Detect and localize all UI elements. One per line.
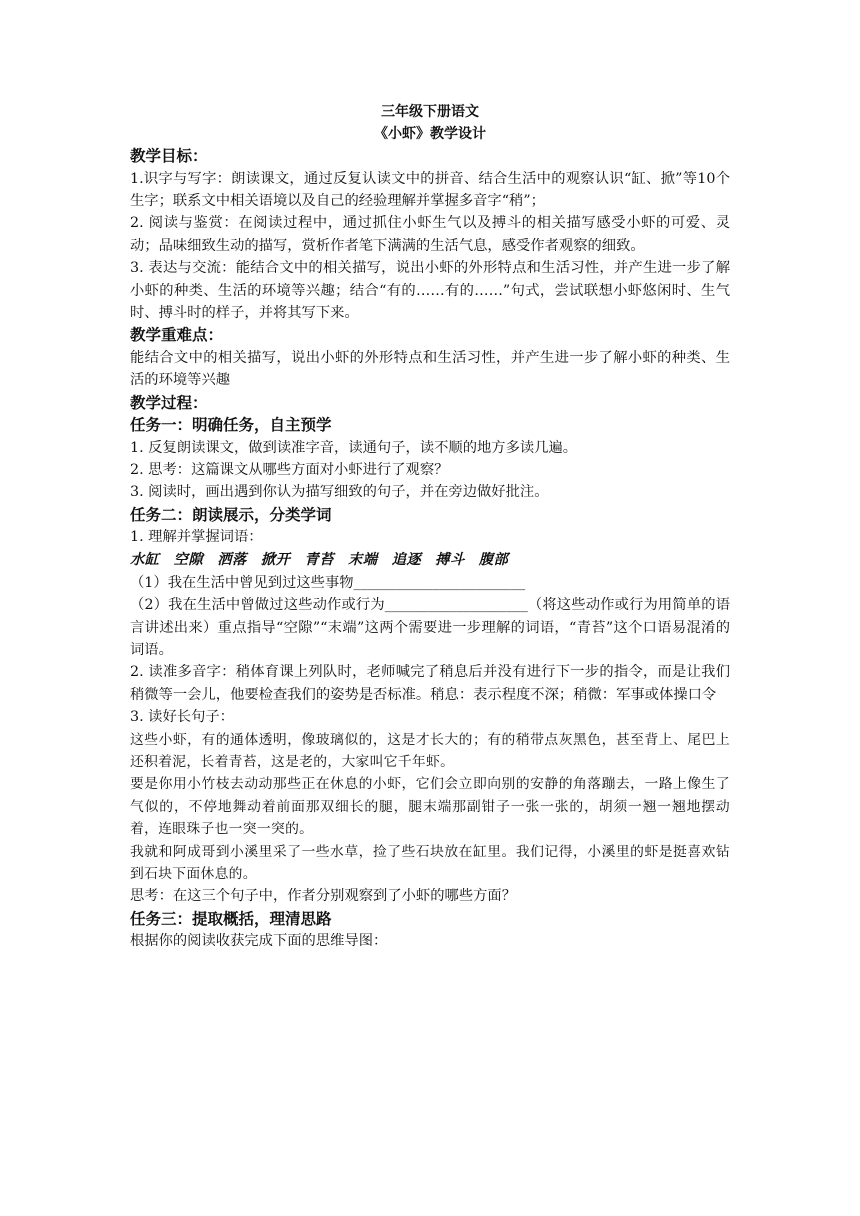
key-points-text: 能结合文中的相关描写，说出小虾的外形特点和生活习性，并产生进一步了解小虾的种类、生活的环境等兴趣 <box>130 349 730 389</box>
task1-heading: 任务一：明确任务，自主预学 <box>130 415 332 435</box>
think-question: 思考：在这三个句子中，作者分别观察到了小虾的哪些方面？ <box>130 888 517 905</box>
process-heading: 教学过程： <box>130 392 208 412</box>
vocab-word: 追逐 <box>391 551 422 568</box>
vocab-list <box>130 549 730 572</box>
task2-sub1: 1. 理解并掌握词语： <box>130 529 263 546</box>
task3-text: 根据你的阅读收获完成下面的思维导图： <box>130 933 388 950</box>
vocab-word: 空隙 <box>173 551 204 568</box>
lesson-title: 《小虾》教学设计 <box>374 126 486 142</box>
vocab-word: 搏斗 <box>435 551 465 568</box>
task2-heading: 任务二：朗读展示，分类学词 <box>130 504 332 524</box>
vocab-question-1: （1）我在生活中曾见到过这些事物________________________ <box>130 574 526 591</box>
vocab-word: 洒落 <box>217 551 247 568</box>
vocab-word: 掀开 <box>260 551 291 568</box>
task1-item-1: 1. 反复朗读课文，做到读准字音，读通句子，读不顺的地方多读几遍。 <box>130 439 578 456</box>
goal-item-3: 3. 表达与交流：能结合文中的相关描写，说出小虾的外形特点和生活习性，并产生进一步了解小虾的种类、生活的环境等兴趣；结合“有的……有的……”句式，尝试联想小虾悠闲时、生气时、搏斗时的样子，并将其写下来。 <box>130 260 730 321</box>
goal-item-1: 1.识字与写字：朗读课文，通过反复认读文中的拼音、结合生活中的观察认识“缸、掀”等10个生字；联系文中相关语境以及自己的经验理解并掌握多音字“稍”； <box>130 170 730 209</box>
vocab-word: 末端 <box>347 551 378 568</box>
goal-item-2: 2. 阅读与鉴赏：在阅读过程中，通过抓住小虾生气以及搏斗的相关描写感受小虾的可爱、灵动；品味细致生动的描写，赏析作者笔下满满的生活气息，感受作者观察的细致。 <box>130 215 730 254</box>
key-points-heading: 教学重难点： <box>130 325 224 345</box>
task1-item-2: 2. 思考：这篇课文从哪些方面对小虾进行了观察？ <box>130 462 449 479</box>
goals-heading: 教学目标： <box>130 146 208 165</box>
document-page <box>130 101 730 953</box>
long-sentence-1: 这些小虾，有的通体透明，像玻璃似的，这是才长大的；有的稍带点灰黑色，甚至背上、尾巴上还积着泥，长着青苔，这是老的，大家叫它千年虾。 <box>130 731 730 771</box>
grade-subject-title: 三年级下册语文 <box>381 104 479 120</box>
long-sentence-2: 要是你用小竹枝去动动那些正在休息的小虾，它们会立即向别的安静的角落蹦去，一路上像生了气似的，不停地舞动着前面那双细长的腿，腿末端那副钳子一张一张的，胡须一翘一翘地摆动着，连眼珠子也一突一突的。 <box>130 776 730 838</box>
vocab-question-2: （2）我在生活中曾做过这些动作或行为____________________（将这些动作或行为用简单的语言讲述出来）重点指导“空隙”“末端”这两个需要进一步理解的词语，“青苔”这个口语易混淆的词语。 <box>130 597 730 658</box>
vocab-word: 腹部 <box>478 551 509 568</box>
vocab-word: 青苔 <box>304 551 334 568</box>
task2-sub3: 3. 读好长句子： <box>130 709 234 726</box>
long-sentence-3: 我就和阿成哥到小溪里采了一些水草，捡了些石块放在缸里。我们记得，小溪里的虾是挺喜欢钻到石块下面休息的。 <box>130 843 730 883</box>
polyphone-section: 2. 读准多音字：稍体育课上列队时，老师喊完了稍息后并没有进行下一步的指令，而是让我们稍微等一会儿，他要检查我们的姿势是否标准。稍息：表示程度不深；稍微：军事或体操口令 <box>130 664 730 703</box>
vocab-word: 水缸 <box>130 551 160 568</box>
task1-item-3: 3. 阅读时，画出遇到你认为描写细致的句子，并在旁边做好批注。 <box>130 484 549 501</box>
task3-heading: 任务三：提取概括，理清思路 <box>130 908 332 928</box>
